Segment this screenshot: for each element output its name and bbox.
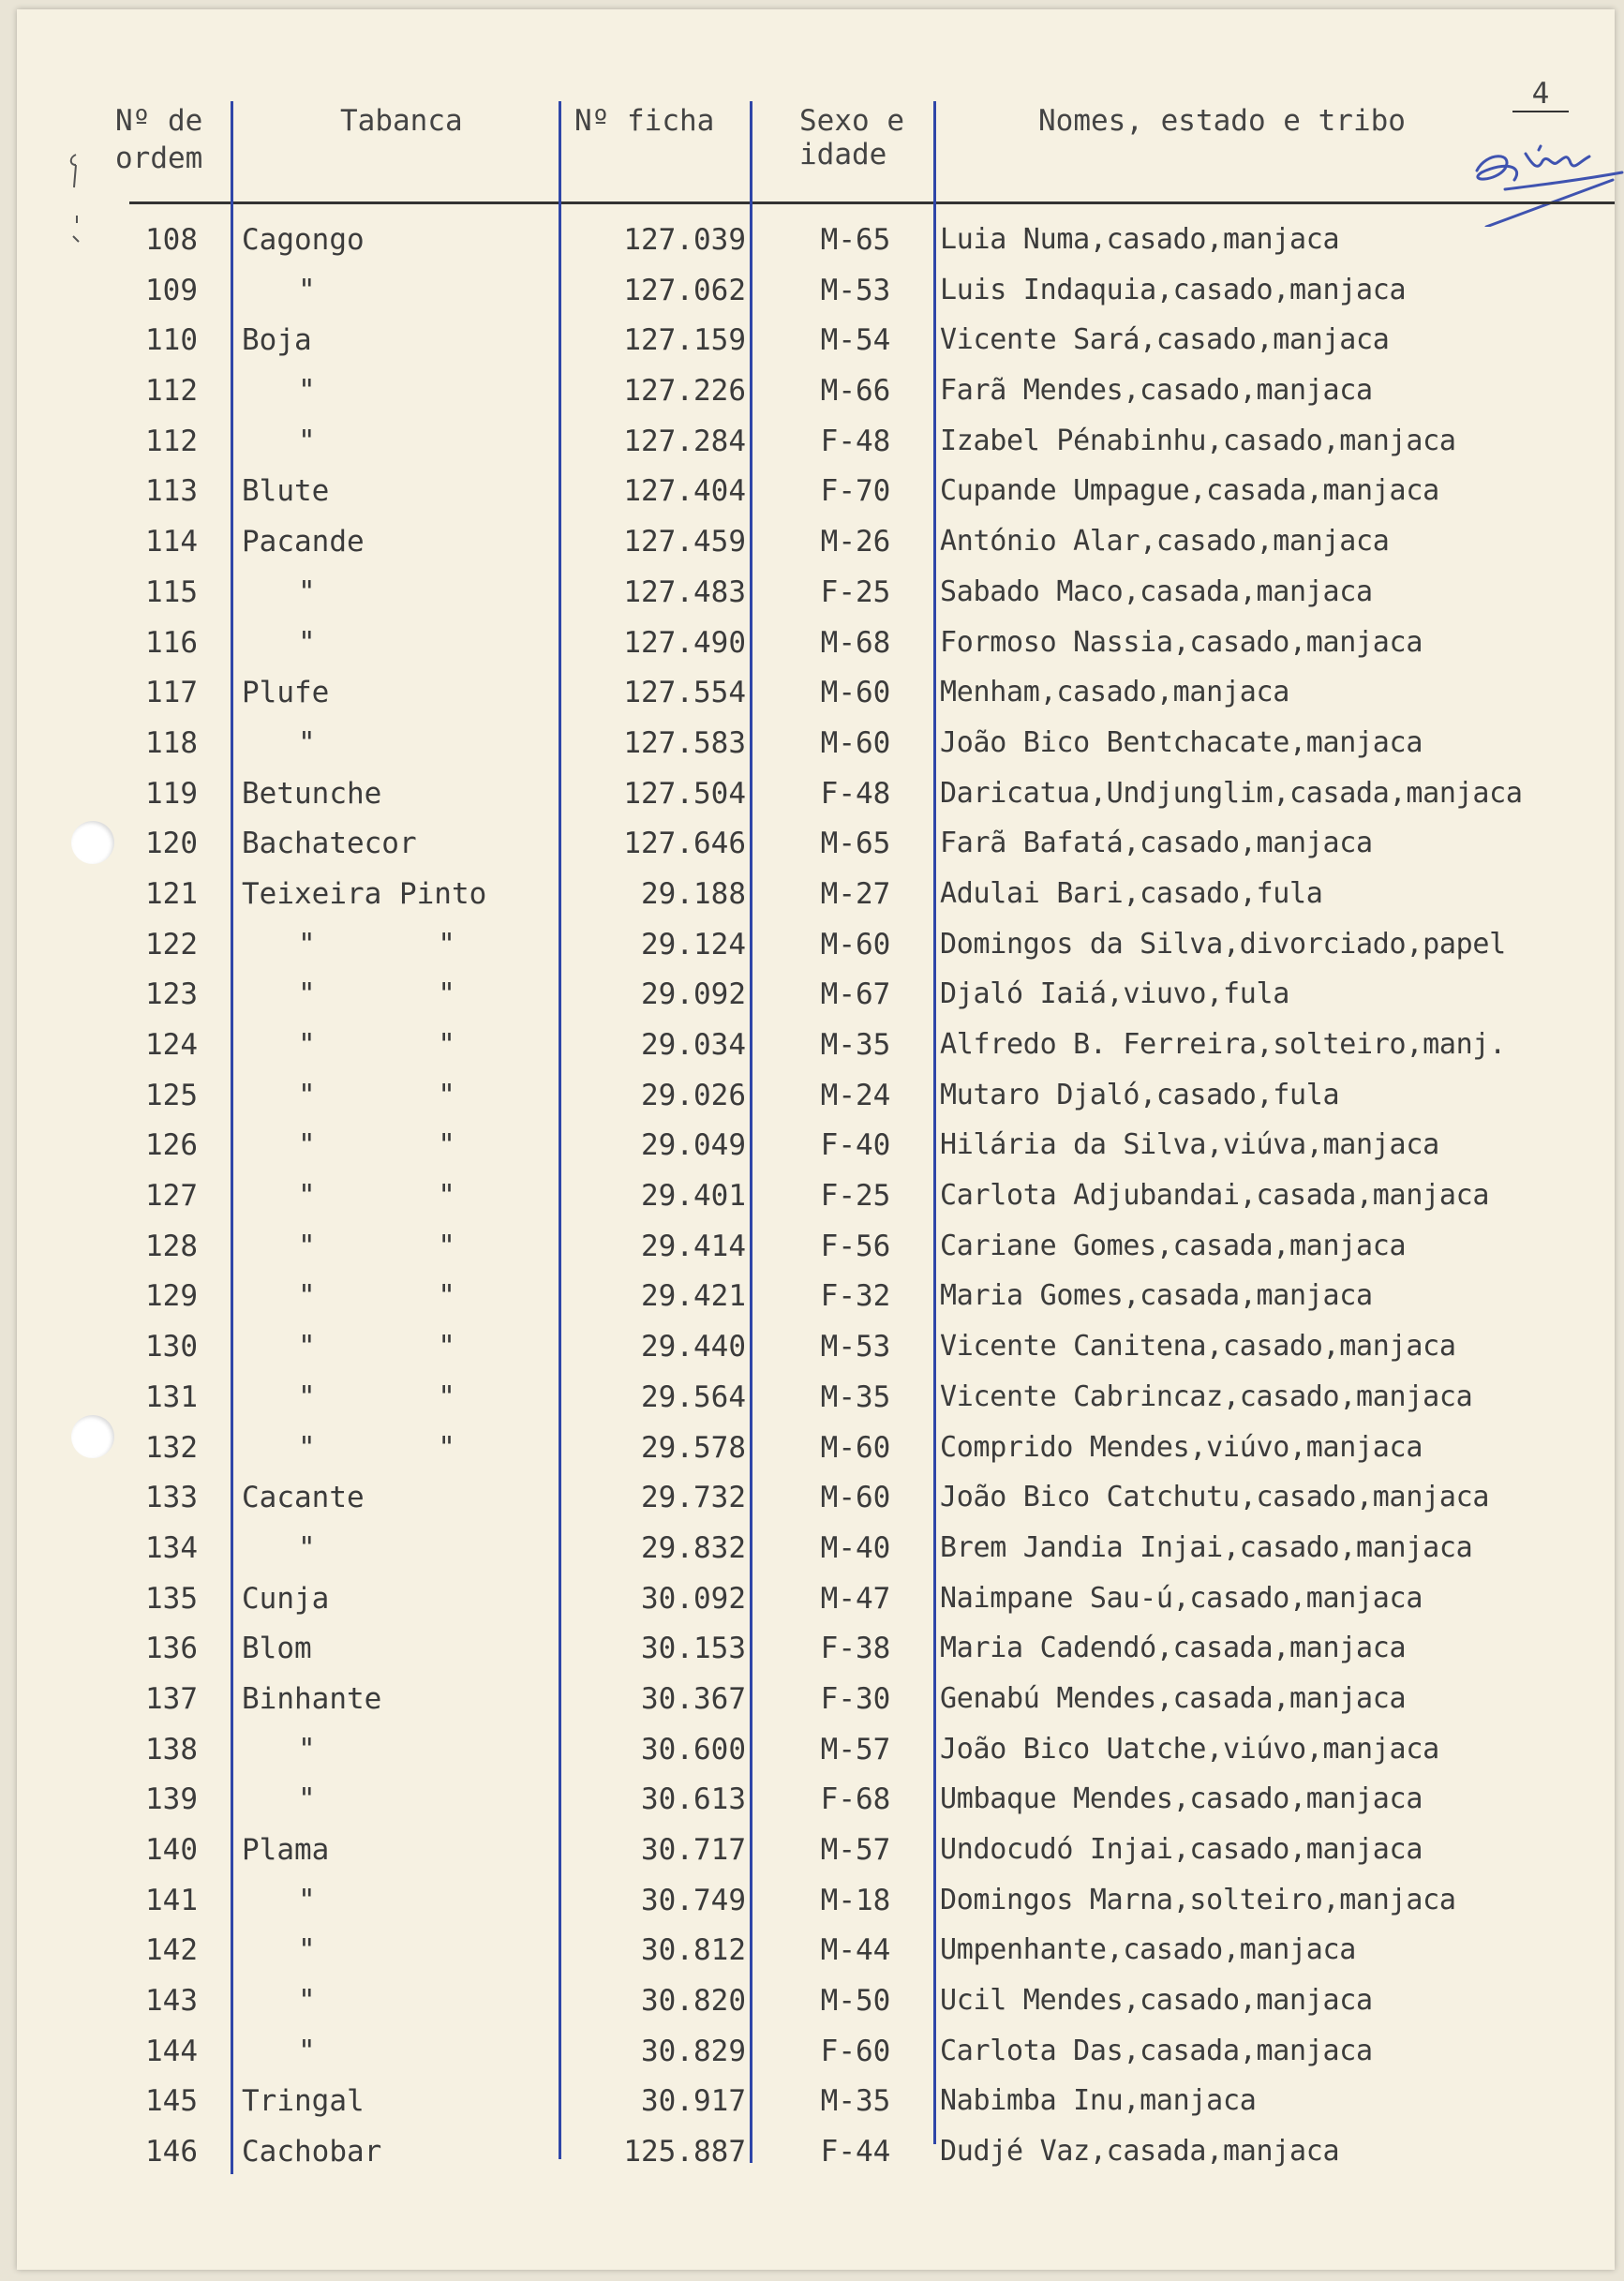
row-ordem: 119 [145,776,198,811]
row-ficha: 30.367 [641,1681,746,1716]
row-tabanca: Cunja [242,1581,330,1616]
table-row [17,417,1615,468]
row-sexo: F-32 [820,1279,891,1314]
row-nome: Umpenhante,casado,manjaca [940,1933,1357,1967]
table-row [17,719,1615,769]
row-sexo: F-40 [820,1128,891,1163]
row-nome: Cupande Umpague,casada,manjaca [940,474,1439,508]
row-ordem: 128 [145,1229,198,1263]
row-ficha: 127.583 [623,725,746,760]
row-tabanca: " [298,1732,316,1767]
row-ficha: 127.159 [623,323,746,358]
row-nome: Undocudó Injai,casado,manjaca [940,1833,1423,1866]
row-ficha: 30.820 [641,1984,746,2019]
row-ordem: 115 [145,574,198,609]
row-tabanca: " [298,574,316,609]
row-ordem: 108 [145,223,198,257]
row-sexo: M-50 [820,1984,891,2019]
row-tabanca: Plama [242,1833,330,1867]
row-tabanca: Binhante [242,1681,382,1716]
row-sexo: M-24 [820,1078,891,1112]
row-nome: Maria Cadendó,casada,manjaca [940,1632,1407,1665]
row-ordem: 140 [145,1833,198,1867]
row-ficha: 29.578 [641,1430,746,1465]
row-ordem: 112 [145,374,198,409]
row-sexo: F-25 [820,574,891,609]
row-nome: Vicente Cabrincaz,casado,manjaca [940,1379,1473,1413]
row-ficha: 29.564 [641,1379,746,1414]
row-nome: Umbaque Mendes,casado,manjaca [940,1782,1423,1816]
row-tabanca: " [298,1883,316,1917]
table-row [17,2077,1615,2127]
row-ordem: 133 [145,1481,198,1515]
table-row [17,2027,1615,2078]
row-ficha: 127.284 [623,424,746,458]
row-tabanca: " [298,725,316,760]
row-nome: Vicente Canitena,casado,manjaca [940,1330,1456,1364]
row-ficha: 127.459 [623,525,746,559]
row-tabanca: " [298,1933,316,1968]
table-row [17,1524,1615,1574]
row-sexo: M-60 [820,1481,891,1515]
row-ordem: 109 [145,273,198,307]
row-nome: António Alar,casado,manjaca [940,525,1390,559]
row-ordem: 116 [145,625,198,660]
row-sexo: M-60 [820,725,891,760]
row-ordem: 127 [145,1179,198,1214]
row-sexo: M-18 [820,1883,891,1917]
row-sexo: F-38 [820,1632,891,1666]
row-ordem: 135 [145,1581,198,1616]
row-sexo: F-48 [820,424,891,458]
table-row [17,870,1615,920]
row-nome: Domingos da Silva,divorciado,papel [940,927,1506,961]
row-nome: Dudjé Vaz,casada,manjaca [940,2135,1340,2169]
row-sexo: M-66 [820,374,891,409]
row-ficha: 29.401 [641,1179,746,1214]
row-ficha: 127.039 [623,223,746,257]
table-row [17,1574,1615,1625]
row-ficha: 127.404 [623,474,746,509]
row-nome: Formoso Nassia,casado,manjaca [940,625,1423,659]
header-tabanca: Tabanca [340,104,463,138]
table-row [17,1624,1615,1675]
row-nome: Farã Mendes,casado,manjaca [940,374,1373,408]
row-sexo: M-26 [820,525,891,559]
row-sexo: M-57 [820,1732,891,1767]
row-nome: João Bico Bentchacate,manjaca [940,725,1423,759]
row-sexo: M-47 [820,1581,891,1616]
row-nome: Genabú Mendes,casada,manjaca [940,1681,1407,1715]
row-ordem: 130 [145,1330,198,1364]
row-nome: Maria Gomes,casada,manjaca [940,1279,1373,1313]
row-sexo: M-60 [820,927,891,962]
row-nome: Daricatua,Undjunglim,casada,manjaca [940,776,1523,810]
page-number: 4 [1512,77,1569,112]
header-rule [129,201,1615,204]
row-nome: Farã Bafatá,casado,manjaca [940,827,1373,860]
row-tabanca: Tringal [242,2084,365,2119]
row-nome: Carlota Adjubandai,casada,manjaca [940,1179,1490,1213]
table-row [17,1121,1615,1171]
table-row [17,1373,1615,1424]
table-row [17,1826,1615,1876]
row-tabanca: " " [298,1379,455,1414]
row-ordem: 145 [145,2084,198,2119]
row-nome: Djaló Iaiá,viuvo,fula [940,977,1289,1011]
row-tabanca: " " [298,1330,455,1364]
row-ficha: 30.749 [641,1883,746,1917]
row-ficha: 29.092 [641,977,746,1012]
row-tabanca: " " [298,1128,455,1163]
row-sexo: M-44 [820,1933,891,1968]
row-ficha: 127.062 [623,273,746,307]
row-tabanca: Pacande [242,525,365,559]
row-ficha: 29.414 [641,1229,746,1263]
row-sexo: F-70 [820,474,891,509]
row-tabanca: " [298,1530,316,1565]
header-nomes: Nomes, estado e tribo [1038,104,1406,138]
table-row [17,1675,1615,1725]
row-ordem: 132 [145,1430,198,1465]
table-row [17,216,1615,266]
row-ordem: 126 [145,1128,198,1163]
row-ordem: 144 [145,2034,198,2068]
table-row [17,366,1615,417]
row-ficha: 29.188 [641,876,746,911]
row-ordem: 110 [145,323,198,358]
table-row [17,1473,1615,1524]
row-nome: Naimpane Sau-ú,casado,manjaca [940,1581,1423,1615]
row-nome: Hilária da Silva,viúva,manjaca [940,1128,1439,1162]
table-row [17,1876,1615,1927]
row-ficha: 127.483 [623,574,746,609]
row-nome: Izabel Pénabinhu,casado,manjaca [940,424,1456,457]
row-tabanca: Cacante [242,1481,365,1515]
row-tabanca: " " [298,1028,455,1062]
table-row [17,1272,1615,1322]
row-tabanca: Betunche [242,776,382,811]
row-tabanca: " " [298,977,455,1012]
row-ficha: 29.034 [641,1028,746,1062]
table-row [17,1171,1615,1222]
table-row [17,970,1615,1021]
table-row [17,819,1615,870]
row-ordem: 138 [145,1732,198,1767]
row-nome: Vicente Sará,casado,manjaca [940,323,1390,357]
row-ficha: 127.646 [623,827,746,861]
row-sexo: F-60 [820,2034,891,2068]
row-sexo: F-25 [820,1179,891,1214]
row-sexo: M-35 [820,2084,891,2119]
header-sexo: Sexo e [799,104,904,138]
row-sexo: M-54 [820,323,891,358]
row-ficha: 29.124 [641,927,746,962]
table-row [17,1222,1615,1273]
table-row [17,1424,1615,1474]
header-sexo-2: idade [799,138,887,171]
row-nome: Sabado Maco,casada,manjaca [940,574,1373,608]
row-ficha: 30.613 [641,1782,746,1817]
row-tabanca: " [298,374,316,409]
table-row [17,1725,1615,1776]
table-row [17,316,1615,366]
row-tabanca: " [298,625,316,660]
row-ordem: 124 [145,1028,198,1062]
row-nome: João Bico Uatche,viúvo,manjaca [940,1732,1439,1766]
row-ficha: 127.554 [623,676,746,710]
row-tabanca: Blute [242,474,330,509]
row-sexo: F-56 [820,1229,891,1263]
row-nome: Menham,casado,manjaca [940,676,1289,709]
row-ordem: 123 [145,977,198,1012]
row-ordem: 112 [145,424,198,458]
row-sexo: M-35 [820,1028,891,1062]
row-ficha: 30.829 [641,2034,746,2068]
table-row [17,619,1615,669]
row-ficha: 29.049 [641,1128,746,1163]
table-row [17,517,1615,568]
row-sexo: M-53 [820,1330,891,1364]
row-ordem: 125 [145,1078,198,1112]
row-tabanca: Boja [242,323,312,358]
row-ficha: 125.887 [623,2135,746,2169]
row-nome: Domingos Marna,solteiro,manjaca [940,1883,1456,1916]
table-body [17,216,1615,2178]
row-nome: Ucil Mendes,casado,manjaca [940,1984,1373,2018]
table-row [17,1021,1615,1071]
row-ordem: 121 [145,876,198,911]
row-nome: Brem Jandia Injai,casado,manjaca [940,1530,1473,1564]
row-tabanca: " [298,1782,316,1817]
row-ordem: 120 [145,827,198,861]
row-ficha: 30.717 [641,1833,746,1867]
row-sexo: M-27 [820,876,891,911]
row-ficha: 29.421 [641,1279,746,1314]
row-ordem: 117 [145,676,198,710]
row-tabanca: " " [298,1279,455,1314]
row-tabanca: " [298,273,316,307]
row-ficha: 30.600 [641,1732,746,1767]
row-sexo: M-68 [820,625,891,660]
table-row [17,568,1615,619]
row-nome: João Bico Catchutu,casado,manjaca [940,1481,1490,1514]
table-row [17,1926,1615,1976]
row-sexo: M-67 [820,977,891,1012]
row-ficha: 30.153 [641,1632,746,1666]
row-sexo: M-65 [820,827,891,861]
row-ordem: 136 [145,1632,198,1666]
row-sexo: M-40 [820,1530,891,1565]
row-ficha: 127.226 [623,374,746,409]
row-sexo: M-65 [820,223,891,257]
table-row [17,668,1615,719]
row-nome: Carlota Das,casada,manjaca [940,2034,1373,2067]
row-tabanca: " [298,424,316,458]
table-row [17,2127,1615,2178]
row-tabanca: Blom [242,1632,312,1666]
row-tabanca: " [298,2034,316,2068]
row-sexo: F-30 [820,1681,891,1716]
row-nome: Comprido Mendes,viúvo,manjaca [940,1430,1423,1464]
row-tabanca: " " [298,1430,455,1465]
row-sexo: M-60 [820,676,891,710]
row-ficha: 30.092 [641,1581,746,1616]
table-row [17,1071,1615,1122]
table-row [17,1322,1615,1373]
row-tabanca: " " [298,1229,455,1263]
row-ordem: 114 [145,525,198,559]
row-tabanca: " " [298,927,455,962]
header-ordem-2: ordem [115,142,203,175]
row-tabanca: Cagongo [242,223,365,257]
row-tabanca: Teixeira Pinto [242,876,487,911]
row-ficha: 30.917 [641,2084,746,2119]
row-sexo: F-44 [820,2135,891,2169]
row-ficha: 29.832 [641,1530,746,1565]
row-ordem: 113 [145,474,198,509]
row-nome: Luis Indaquia,casado,manjaca [940,273,1407,306]
table-header [17,103,1615,206]
table-row [17,1976,1615,2027]
row-nome: Luia Numa,casado,manjaca [940,223,1340,256]
header-ficha: Nº ficha [574,104,715,138]
row-ordem: 137 [145,1681,198,1716]
row-tabanca: " " [298,1179,455,1214]
row-tabanca: Plufe [242,676,330,710]
row-nome: Adulai Bari,casado,fula [940,876,1323,910]
row-sexo: F-68 [820,1782,891,1817]
row-tabanca: Cachobar [242,2135,382,2169]
row-nome: Mutaro Djaló,casado,fula [940,1078,1340,1111]
row-ordem: 134 [145,1530,198,1565]
table-row [17,1775,1615,1826]
row-ordem: 118 [145,725,198,760]
row-tabanca: Bachatecor [242,827,417,861]
table-row [17,266,1615,317]
row-sexo: M-53 [820,273,891,307]
row-ordem: 139 [145,1782,198,1817]
table-row [17,467,1615,517]
row-ordem: 146 [145,2135,198,2169]
table-row [17,920,1615,971]
row-sexo: M-57 [820,1833,891,1867]
row-nome: Nabimba Inu,manjaca [940,2084,1257,2118]
row-ficha: 29.026 [641,1078,746,1112]
row-sexo: M-60 [820,1430,891,1465]
row-ordem: 131 [145,1379,198,1414]
row-ficha: 127.504 [623,776,746,811]
row-ordem: 122 [145,927,198,962]
row-ordem: 129 [145,1279,198,1314]
header-ordem: Nº de [115,104,203,138]
row-ordem: 142 [145,1933,198,1968]
row-ordem: 141 [145,1883,198,1917]
row-ficha: 30.812 [641,1933,746,1968]
row-sexo: F-48 [820,776,891,811]
row-ficha: 29.440 [641,1330,746,1364]
row-tabanca: " " [298,1078,455,1112]
row-ordem: 143 [145,1984,198,2019]
row-nome: Alfredo B. Ferreira,solteiro,manj. [940,1028,1506,1061]
row-sexo: M-35 [820,1379,891,1414]
document-page [17,9,1615,2270]
row-nome: Cariane Gomes,casada,manjaca [940,1229,1407,1262]
row-ficha: 127.490 [623,625,746,660]
table-row [17,769,1615,820]
row-ficha: 29.732 [641,1481,746,1515]
row-tabanca: " [298,1984,316,2019]
